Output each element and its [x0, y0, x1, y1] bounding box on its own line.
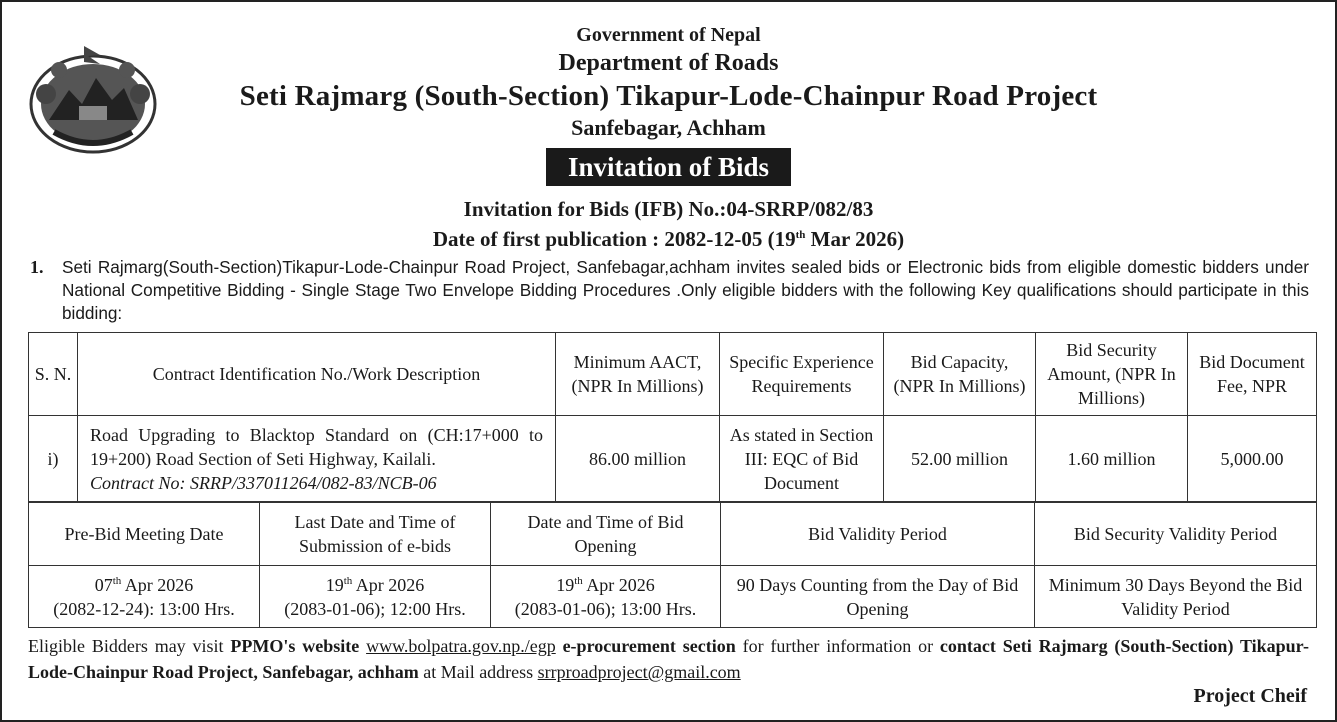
notice-header — [2, 22, 1335, 254]
header-security-validity: Bid Security Validity Period — [1035, 503, 1317, 566]
cell-description — [78, 416, 556, 502]
cell-last-date: 19th Apr 2026 (2083-01-06); 12:00 Hrs. — [260, 566, 491, 628]
cell-validity: 90 Days Counting from the Day of Bid Opening — [721, 566, 1035, 628]
contact-info: contact Seti Rajmarg (South-Section) Tikapur-Lode-Chainpur Road Project, Sanfebagar, achham — [28, 636, 1309, 682]
footer-paragraph: Eligible Bidders may visit PPMO's website www.bolpatra.gov.np./egp e-procurement section for further information or contact Seti Rajmarg (South-Section) Tikapur-Lode-Chainpur Road Project, Sanfebagar, achham at Mail address srrproadproject@gmail.com — [28, 636, 1309, 682]
government-name: Government of Nepal — [576, 24, 761, 46]
work-description: Road Upgrading to Blacktop Standard on (CH:17+000 to 19+200) Road Section of Seti Highway, Kailali. — [90, 424, 543, 469]
cell-experience: As stated in Section III: EQC of Bid Document — [720, 416, 884, 502]
table-row — [29, 566, 1317, 628]
header-experience: Specific Experience Requirements — [720, 333, 884, 416]
header-bid-security: Bid Security Amount, (NPR In Millions) — [1036, 333, 1188, 416]
schedule-table — [28, 502, 1317, 628]
table-header-row — [29, 333, 1317, 416]
header-sn: S. N. — [29, 333, 78, 416]
cell-security-validity: Minimum 30 Days Beyond the Bid Validity Period — [1035, 566, 1317, 628]
cell-sn: i) — [29, 416, 78, 502]
header-document-fee: Bid Document Fee, NPR — [1188, 333, 1317, 416]
header-aact: Minimum AACT, (NPR In Millions) — [556, 333, 720, 416]
header-prebid: Pre-Bid Meeting Date — [29, 503, 260, 566]
cell-document-fee: 5,000.00 — [1188, 416, 1317, 502]
intro-text: Seti Rajmarg(South-Section)Tikapur-Lode-Chainpur Road Project, Sanfebagar,achham invites sealed bids or Electronic bids from eligible domestic bidders under National Competitive Bidding - Single Stage Two Envelope Bidding Procedures .Only eligible bidders with the following Key qualifications should participate in this bidding: — [62, 257, 1309, 323]
intro-paragraph — [30, 256, 1309, 325]
cell-aact: 86.00 million — [556, 416, 720, 502]
cell-bid-security: 1.60 million — [1036, 416, 1188, 502]
header-opening: Date and Time of Bid Opening — [491, 503, 721, 566]
ppmo-label: PPMO's website — [230, 636, 360, 656]
intro-number: 1. — [30, 257, 44, 277]
project-location: Sanfebagar, Achham — [571, 115, 766, 140]
header-last-date: Last Date and Time of Submission of e-bids — [260, 503, 491, 566]
ifb-number: Invitation for Bids (IFB) No.:04-SRRP/082/83 — [463, 197, 874, 221]
table-row — [29, 416, 1317, 502]
cell-opening: 19th Apr 2026 (2083-01-06); 13:00 Hrs. — [491, 566, 721, 628]
bolpatra-link[interactable]: www.bolpatra.gov.np./egp — [366, 636, 556, 656]
notice-title: Invitation of Bids — [546, 148, 791, 186]
header-bid-capacity: Bid Capacity, (NPR In Millions) — [884, 333, 1036, 416]
cell-prebid: 07th Apr 2026 (2082-12-24): 13:00 Hrs. — [29, 566, 260, 628]
header-description: Contract Identification No./Work Description — [78, 333, 556, 416]
cell-bid-capacity: 52.00 million — [884, 416, 1036, 502]
department-name: Department of Roads — [558, 50, 779, 76]
header-validity: Bid Validity Period — [721, 503, 1035, 566]
schedule-header-row — [29, 503, 1317, 566]
project-name: Seti Rajmarg (South-Section) Tikapur-Lode-Chainpur Road Project — [239, 80, 1098, 112]
publication-date: Date of first publication : 2082-12-05 (19th Mar 2026) — [432, 227, 905, 251]
qualification-table — [28, 332, 1317, 502]
contract-number: Contract No: SRRP/337011264/082-83/NCB-06 — [90, 472, 437, 493]
signature: Project Cheif — [1193, 685, 1307, 707]
email-link[interactable]: srrproadproject@gmail.com — [537, 662, 741, 682]
